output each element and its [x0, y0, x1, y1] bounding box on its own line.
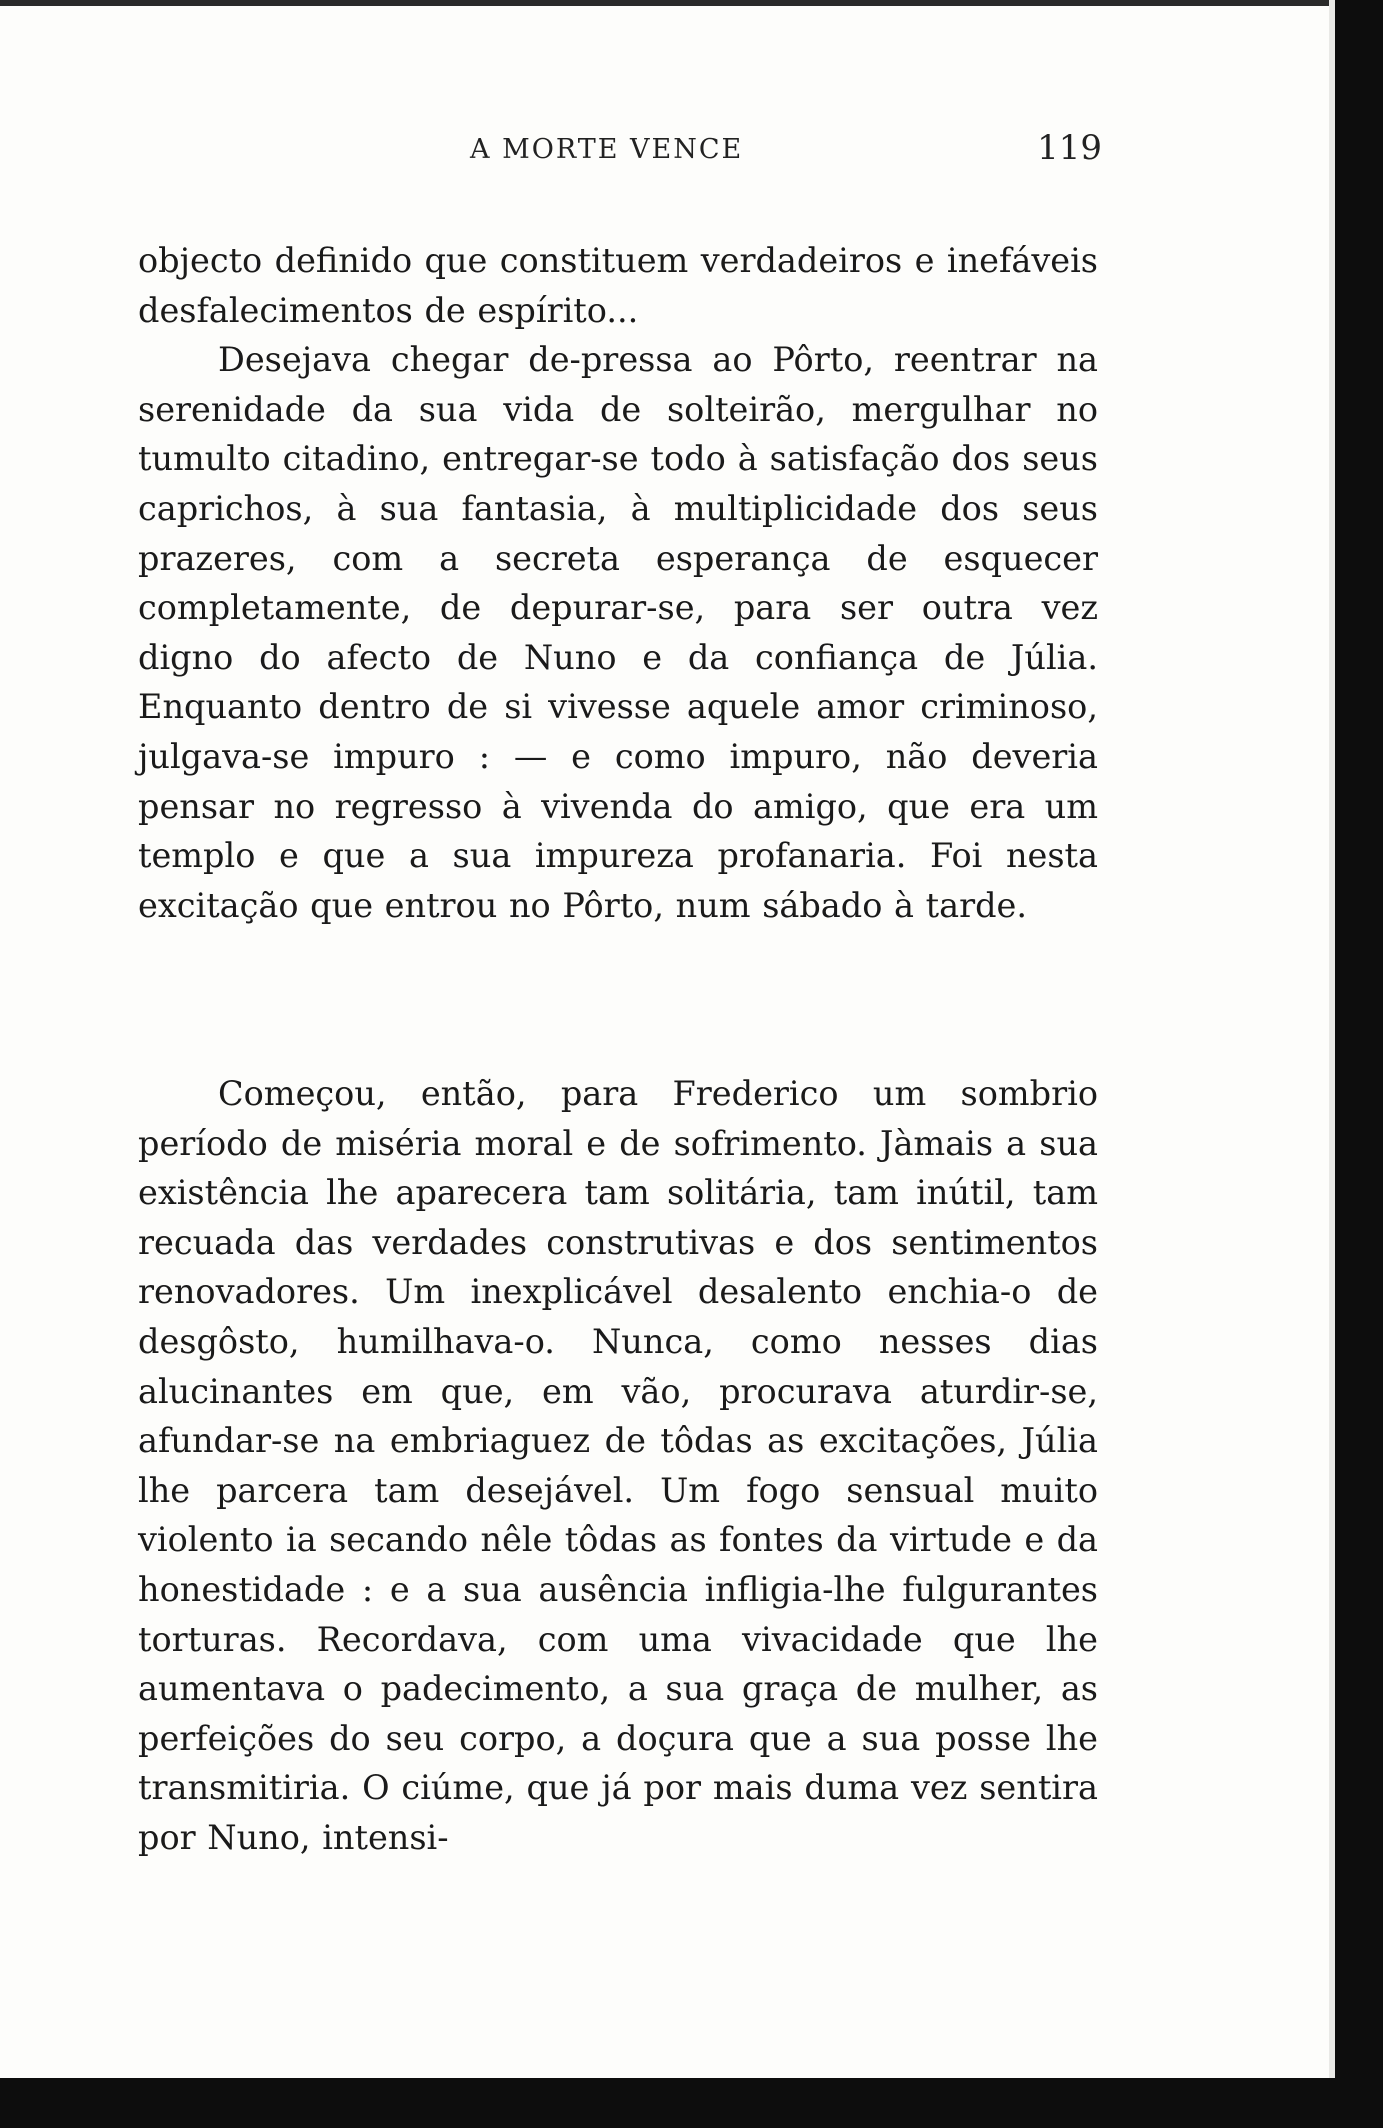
paragraph: Desejava chegar de-pressa ao Pôrto, reentrar na serenidade da sua vida de solteirão, mergulhar no tumulto citadino, entregar-se todo à satisfação dos seus caprichos, à sua fantasia, à multiplicidade dos seus prazeres, com a secreta esperança de esquecer completamente, de depurar-se, para ser outra vez digno do afecto de Nuno e da confiança de Júlia. Enquanto dentro de si vivesse aquele amor criminoso, julgava-se impuro : — e como impuro, não deveria pensar no regresso à vivenda do amigo, que era um templo e que a sua impureza profanaria. Foi nesta excitação que entrou no Pôrto, num sábado à tarde.: [138, 340, 1098, 925]
page-number: 119: [1037, 128, 1102, 168]
running-title: A MORTE VENCE: [470, 134, 744, 165]
text-section-1: [138, 236, 1098, 930]
text-section-2: [138, 1069, 1098, 1863]
scan-edge-top: [0, 0, 1383, 6]
running-head: [140, 128, 1102, 178]
paragraph-continuation: objecto definido que constituem verdadeiros e inefáveis desfalecimentos de espírito...: [138, 241, 1098, 330]
paragraph: Começou, então, para Frederico um sombrio período de miséria moral e de sofrimento. Jàmais a sua existência lhe aparecera tam solitária, tam inútil, tam recuada das verdades construtivas e dos sentimentos renovadores. Um inexplicável desalento enchia-o de desgôsto, humilhava-o. Nunca, como nesses dias alucinantes em que, em vão, procurava aturdir-se, afundar-se na embriaguez de tôdas as excitações, Júlia lhe parcera tam desejável. Um fogo sensual muito violento ia secando nêle tôdas as fontes da virtude e da honestidade : e a sua ausência infligia-lhe fulgurantes torturas. Recordava, com uma vivacidade que lhe aumentava o padecimento, a sua graça de mulher, as perfeições do seu corpo, a doçura que a sua posse lhe transmitiria. O ciúme, que já por mais duma vez sentira por Nuno, intensi-: [138, 1074, 1098, 1857]
scan-edge-bottom: [0, 2078, 1383, 2128]
scan-edge-right: [1335, 0, 1383, 2128]
